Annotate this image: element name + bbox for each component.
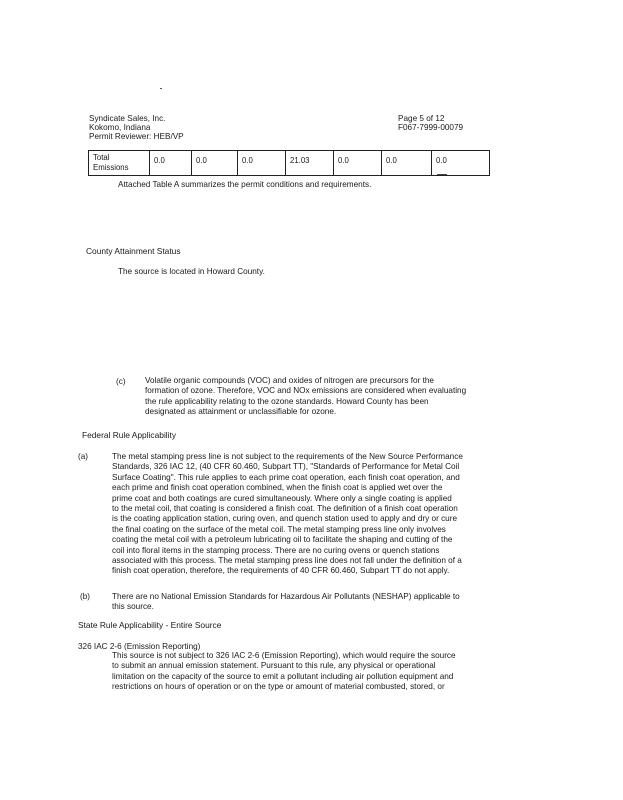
section-heading-county: County Attainment Status	[86, 246, 181, 256]
table-cell: 0.0	[381, 151, 431, 175]
item-a-paragraph: The metal stamping press line is not subject to the requirements of the New Source Performance Standards, 326 IAC 12, (40 CFR 60.460, Subpart TT), "Standards of Performance for Metal Coil Surface Coating". This rule applies to each prime coat operation, each finish coat operation, and each prime and finish coat operation combined, when the finish coat is applied wet over the prime coat and both coatings are cured simultaneously. Where only a single coating is applied to the metal coil, that coating is considered a finish coat. The definition of a finish coat operation is the coating application station, curing oven, and quench station used to apply and dry or cure the final coating on the surface of the metal coil. The metal stamping press line only involves coating the metal coil with a petroleum lubricating oil to facilitate the shaping and cutting of the coil into floral items in the stamping process. There are no curing ovens or quench stations associated with this process. The metal stamping press line does not fall under the definition of a finish coat operation, therefore, the requirements of 40 CFR 60.460, Subpart TT do not apply.	[112, 452, 463, 576]
table-row-label: Total Emissions	[93, 153, 129, 172]
header-location: Kokomo, Indiana	[89, 123, 151, 132]
item-b-marker: (b)	[80, 592, 91, 601]
table-cell: 0.0	[431, 151, 489, 175]
table-cell: 0.0	[191, 151, 237, 175]
header-reviewer: Permit Reviewer: HEB/VP	[89, 132, 184, 141]
table-cell: 0.0	[333, 151, 381, 175]
item-c-paragraph: Volatile organic compounds (VOC) and oxides of nitrogen are precursors for the formation of ozone. Therefore, VOC and NOx emissions are considered when evaluating the rule applicability relating to the ozone standards. Howard County has been designated as attainment or unclassifiable for ozone.	[145, 376, 467, 417]
header-permit-id: F067-7999-00079	[398, 123, 464, 132]
table-note: Attached Table A summarizes the permit conditions and requirements.	[118, 180, 372, 189]
table-mark	[437, 174, 447, 175]
header-company: Syndicate Sales, Inc.	[89, 114, 166, 123]
county-text: The source is located in Howard County.	[118, 267, 265, 276]
item-b-paragraph: There are no National Emission Standards for Hazardous Air Pollutants (NESHAP) applicable to this source.	[112, 592, 460, 612]
rule-heading: 326 IAC 2-6 (Emission Reporting)	[78, 642, 201, 651]
table-cell: 0.0	[237, 151, 285, 175]
section-heading-federal: Federal Rule Applicability	[82, 430, 177, 440]
header-page: Page 5 of 12	[398, 114, 445, 123]
state-paragraph: This source is not subject to 326 IAC 2-6 (Emission Reporting), which would require the source to submit an annual emission statement. Pursuant to this rule, any physical or operational limitation on the capacity of the source to emit a pollutant including air pollution equipment and restrictions on hours of operation or on the type or amount of material combusted, stored, or	[112, 651, 456, 692]
table-cell: 21.03	[285, 151, 333, 175]
scan-speck	[160, 88, 162, 89]
emissions-table	[88, 150, 490, 176]
table-cell: 0.0	[149, 151, 191, 175]
item-a-marker: (a)	[78, 452, 89, 461]
item-c-marker: (c)	[116, 377, 126, 386]
section-heading-state: State Rule Applicability - Entire Source	[78, 620, 222, 630]
